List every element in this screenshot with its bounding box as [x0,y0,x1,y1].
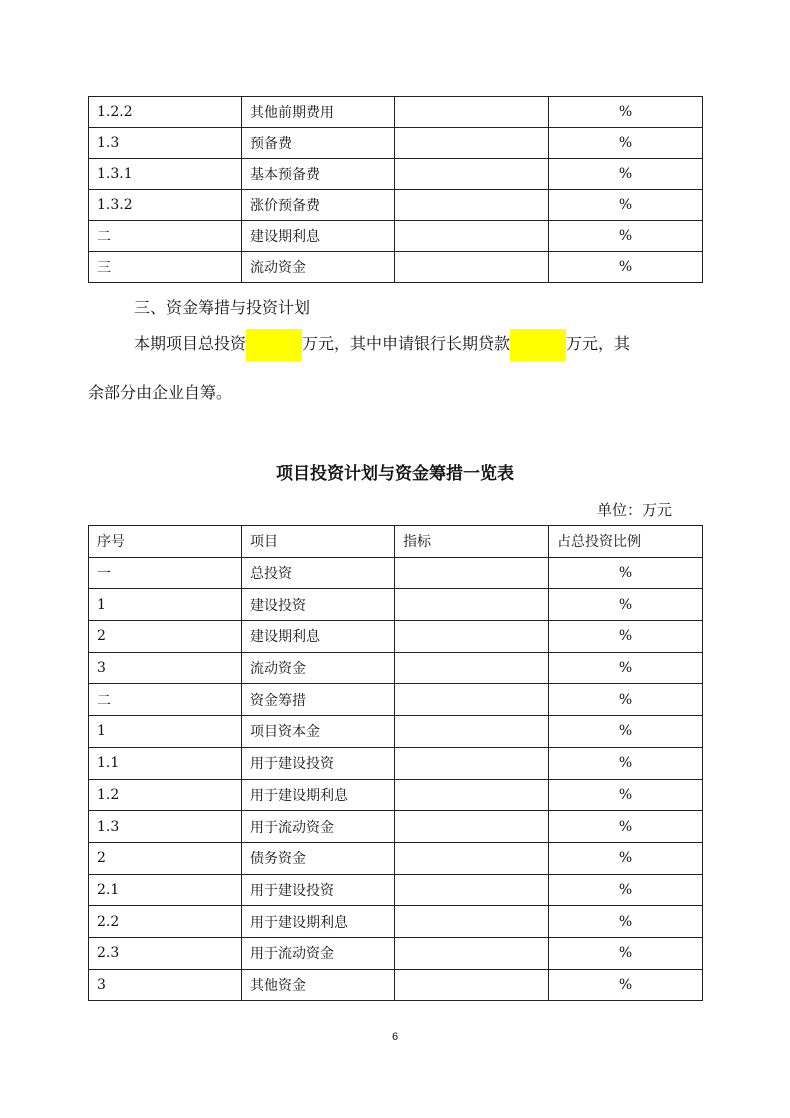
cell-indicator [395,190,549,221]
table-row [89,97,703,128]
table-row [89,779,703,811]
cell-item: 建设期利息 [242,621,395,653]
cell-item: 用于建设期利息 [242,779,395,811]
cell-ratio: % [549,716,703,748]
cell-indicator [395,937,549,969]
cell-item: 用于建设投资 [242,747,395,779]
table-row [89,811,703,843]
cell-indicator [395,874,549,906]
cell-ratio: % [549,969,703,1001]
cell-indicator [395,97,549,128]
bank-loan-blank [510,329,566,361]
cell-item: 用于建设投资 [242,874,395,906]
cell-item: 建设投资 [242,589,395,621]
cell-ratio: % [549,652,703,684]
cell-indicator [395,159,549,190]
cell-item: 用于流动资金 [242,937,395,969]
top-table-body [89,97,703,283]
page-number: 6 [391,1031,399,1043]
cell-indicator [395,557,549,589]
cell-indicator [395,589,549,621]
total-investment-blank [246,329,302,361]
cell-index: 2.2 [89,906,242,938]
cell-index: 一 [89,557,242,589]
cell-indicator [395,621,549,653]
investment-paragraph-line1 [134,328,748,360]
section-heading: 三、资金筹措与投资计划 [134,298,311,317]
cell-item: 用于建设期利息 [242,906,395,938]
cell-ratio: % [549,811,703,843]
cell-index: 1.3.2 [89,190,242,221]
cell-item: 基本预备费 [242,159,395,190]
cell-item: 债务资金 [242,842,395,874]
paragraph-text-c: 万元，其 [566,334,631,353]
cell-indicator [395,906,549,938]
table-row [89,557,703,589]
table-row [89,874,703,906]
financing-plan-table [88,525,703,1001]
cell-index: 1.2 [89,779,242,811]
cell-index: 3 [89,652,242,684]
cell-ratio: % [549,190,703,221]
cell-index: 三 [89,252,242,283]
cell-ratio: % [549,779,703,811]
cell-item: 流动资金 [242,252,395,283]
table-row [89,969,703,1001]
cell-ratio: % [549,252,703,283]
table-row [89,621,703,653]
cell-index: 二 [89,684,242,716]
cell-ratio: % [549,937,703,969]
cell-index: 3 [89,969,242,1001]
cell-index: 1.3 [89,128,242,159]
cell-ratio: % [549,842,703,874]
table-row [89,716,703,748]
cell-ratio: % [549,128,703,159]
cell-index: 1.1 [89,747,242,779]
table-row [89,937,703,969]
cell-ratio: % [549,684,703,716]
cell-index: 1.3.1 [89,159,242,190]
cell-ratio: % [549,747,703,779]
cell-ratio: % [549,589,703,621]
paragraph-text-a: 本期项目总投资 [134,334,247,353]
table-row [89,906,703,938]
table-row [89,252,703,283]
unit-label: 单位：万元 [596,501,672,519]
table-row [89,159,703,190]
table-row [89,190,703,221]
cell-ratio: % [549,557,703,589]
cell-ratio: % [549,159,703,190]
cell-item: 预备费 [242,128,395,159]
cell-item: 项目资本金 [242,716,395,748]
cell-item: 资金筹措 [242,684,395,716]
cell-item: 建设期利息 [242,221,395,252]
cell-item: 总投资 [242,557,395,589]
cell-indicator [395,252,549,283]
bottom-table-body [89,557,703,1001]
header-ratio: 占总投资比例 [549,526,703,558]
table-row [89,684,703,716]
cell-ratio: % [549,621,703,653]
table-row [89,747,703,779]
paragraph-text-b: 万元，其中申请银行长期贷款 [302,334,511,353]
header-indicator: 指标 [395,526,549,558]
cell-item: 涨价预备费 [242,190,395,221]
header-item: 项目 [242,526,395,558]
cell-index: 2 [89,842,242,874]
cell-indicator [395,842,549,874]
cell-ratio: % [549,906,703,938]
table-row [89,652,703,684]
cell-index: 二 [89,221,242,252]
cell-ratio: % [549,874,703,906]
cell-index: 2 [89,621,242,653]
cell-indicator [395,811,549,843]
cell-indicator [395,969,549,1001]
cell-index: 1 [89,716,242,748]
cell-index: 2.1 [89,874,242,906]
cell-index: 2.3 [89,937,242,969]
table-row [89,221,703,252]
cell-item: 用于流动资金 [242,811,395,843]
cell-indicator [395,684,549,716]
table-row [89,589,703,621]
cell-index: 1 [89,589,242,621]
cell-ratio: % [549,221,703,252]
investment-breakdown-table [88,96,703,283]
table-header-row [89,526,703,558]
table-row [89,842,703,874]
table-row [89,128,703,159]
investment-paragraph-line2: 余部分由企业自筹。 [88,383,233,402]
cell-index: 1.2.2 [89,97,242,128]
header-index: 序号 [89,526,242,558]
cell-indicator [395,779,549,811]
table-title: 项目投资计划与资金筹措一览表 [276,464,514,484]
cell-indicator [395,747,549,779]
cell-indicator [395,221,549,252]
cell-ratio: % [549,97,703,128]
cell-item: 流动资金 [242,652,395,684]
cell-item: 其他前期费用 [242,97,395,128]
cell-item: 其他资金 [242,969,395,1001]
cell-indicator [395,652,549,684]
cell-indicator [395,128,549,159]
cell-index: 1.3 [89,811,242,843]
cell-indicator [395,716,549,748]
